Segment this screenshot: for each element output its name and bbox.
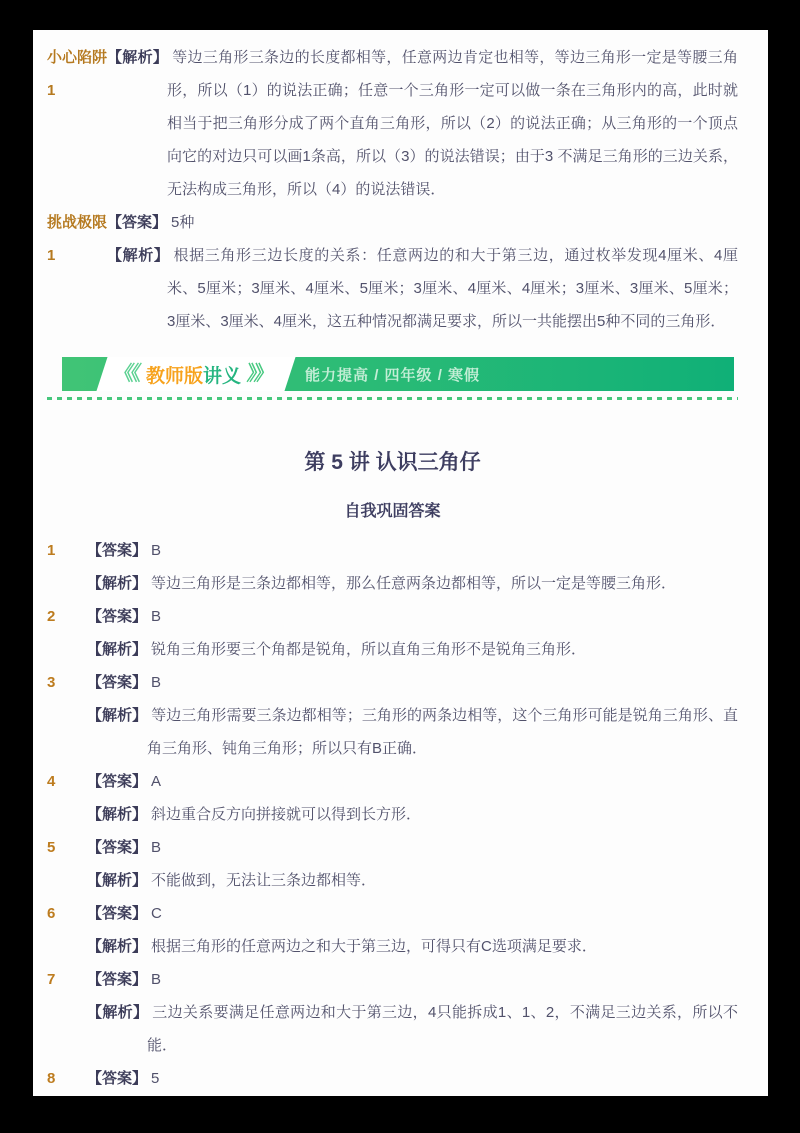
section-label: 挑战极限1 bbox=[47, 214, 108, 264]
analysis-entry: 【解析】 斜边重合反方向拼接就可以得到长方形． bbox=[87, 806, 422, 823]
entry-tag: 【答案】 bbox=[87, 1070, 148, 1087]
analysis-body bbox=[87, 699, 738, 765]
answer-body bbox=[87, 534, 738, 567]
analysis-body bbox=[87, 996, 738, 1062]
answer-number: 1 bbox=[47, 542, 56, 559]
lecture-subtitle: 自我巩固答案 bbox=[344, 503, 441, 520]
dashed-divider bbox=[47, 397, 738, 400]
analysis-entry: 【解析】 等边三角形是三条边都相等，那么任意两条边都相等，所以一定是等腰三角形． bbox=[87, 575, 677, 592]
answer-number: 7 bbox=[47, 971, 56, 988]
analysis-entry: 【解析】 三边关系要满足任意两边和大于第三边，4只能拆成1、1、2，不满足三边关系，所以不能． bbox=[87, 1004, 738, 1054]
analysis-entry: 【解析】 锐角三角形要三个角都是锐角，所以直角三角形不是锐角三角形． bbox=[87, 641, 587, 658]
answer-row bbox=[47, 534, 738, 567]
entry-tag: 【答案】 bbox=[87, 905, 148, 922]
section-label: 小心陷阱1 bbox=[47, 49, 108, 99]
analysis-body bbox=[87, 567, 738, 600]
answer-number: 6 bbox=[47, 905, 56, 922]
answer-number: 5 bbox=[47, 839, 56, 856]
analysis-row bbox=[47, 798, 738, 831]
answer-number: 8 bbox=[47, 1070, 56, 1087]
section-row bbox=[47, 41, 738, 206]
answer-entry: 【答案】 B bbox=[87, 674, 162, 691]
analysis-body bbox=[87, 930, 738, 963]
banner-course-info: 能力提高 / 四年级 / 寒假 bbox=[305, 366, 481, 384]
entry-tag: 【答案】 bbox=[87, 971, 148, 988]
answer-row bbox=[47, 897, 738, 930]
analysis-row bbox=[47, 864, 738, 897]
answer-entry: 【答案】 A bbox=[87, 773, 162, 790]
answer-entry: 【答案】 B bbox=[87, 608, 162, 625]
double-chevron-left-icon: 《《 bbox=[112, 363, 140, 385]
answer-row bbox=[47, 963, 738, 996]
entry-tag: 【解析】 bbox=[87, 641, 148, 658]
answer-body bbox=[87, 600, 738, 633]
answer-entry: 【答案】 B bbox=[87, 542, 162, 559]
teacher-banner bbox=[62, 357, 734, 391]
section-entry: 【解析】 等边三角形三条边的长度都相等，任意两边肯定也相等，等边三角形一定是等腰三角形，所以（1）的说法正确；任意一个三角形一定可以做一条在三角形内的高，此时就相当于把三角形分成了两个直角三角形，所以（2）的说法正确；从三角形的一个顶点向它的对边只可以画1条高，所以（3）的说法错误；由于3 不满足三角形的三边关系，无法构成三角形，所以（4）的说法错误． bbox=[107, 49, 738, 198]
banner-row bbox=[62, 357, 734, 391]
entry-tag: 【答案】 bbox=[87, 773, 148, 790]
banner-brand-handout: 讲义 bbox=[203, 365, 242, 387]
section-body bbox=[107, 206, 738, 338]
answer-body bbox=[87, 1062, 738, 1095]
lecture-title: 第 5 讲 认识三角仔 bbox=[304, 451, 481, 474]
answer-number: 3 bbox=[47, 674, 56, 691]
section-entry: 【答案】 5种 bbox=[107, 214, 195, 231]
analysis-row bbox=[47, 567, 738, 600]
entry-tag: 【解析】 bbox=[87, 872, 148, 889]
entry-tag: 【解析】 bbox=[107, 247, 170, 264]
banner-brand-teacher-edition: 教师版 bbox=[146, 365, 204, 387]
entry-tag: 【答案】 bbox=[87, 542, 148, 559]
analysis-entry: 【解析】 等边三角形需要三条边都相等；三角形的两条边相等，这个三角形可能是锐角三角形、直角三角形、钝角三角形；所以只有B正确． bbox=[87, 707, 738, 757]
analysis-row bbox=[47, 699, 738, 765]
answer-row bbox=[47, 1062, 738, 1095]
analysis-body bbox=[87, 633, 738, 666]
entry-tag: 【答案】 bbox=[87, 608, 148, 625]
sections bbox=[47, 41, 738, 338]
answer-entry: 【答案】 5 bbox=[87, 1070, 160, 1087]
answer-entry: 【答案】 B bbox=[87, 971, 162, 988]
section-row bbox=[47, 206, 738, 338]
answer-row bbox=[47, 666, 738, 699]
answer-entry: 【答案】 C bbox=[87, 905, 162, 922]
answers-list bbox=[47, 534, 738, 1095]
answer-row bbox=[47, 600, 738, 633]
answer-entry: 【答案】 B bbox=[87, 839, 162, 856]
analysis-row bbox=[47, 633, 738, 666]
section-body bbox=[107, 41, 738, 206]
entry-tag: 【答案】 bbox=[87, 674, 148, 691]
answer-row bbox=[47, 765, 738, 798]
answer-body bbox=[87, 897, 738, 930]
answer-body bbox=[87, 831, 738, 864]
analysis-row bbox=[47, 996, 738, 1062]
entry-tag: 【解析】 bbox=[87, 1004, 149, 1021]
entry-tag: 【解析】 bbox=[87, 938, 148, 955]
double-chevron-right-icon: 》》 bbox=[245, 363, 273, 385]
document-page bbox=[33, 30, 768, 1096]
entry-tag: 【解析】 bbox=[87, 707, 148, 724]
analysis-row bbox=[47, 930, 738, 963]
entry-tag: 【解析】 bbox=[87, 575, 148, 592]
entry-tag: 【解析】 bbox=[107, 49, 169, 66]
answer-body bbox=[87, 666, 738, 699]
entry-tag: 【答案】 bbox=[87, 839, 148, 856]
entry-tag: 【答案】 bbox=[107, 214, 168, 231]
answer-number: 4 bbox=[47, 773, 56, 790]
answer-body bbox=[87, 963, 738, 996]
analysis-body bbox=[87, 864, 738, 897]
answer-row bbox=[47, 831, 738, 864]
analysis-body bbox=[87, 798, 738, 831]
analysis-entry: 【解析】 不能做到，无法让三条边都相等． bbox=[87, 872, 377, 889]
entry-tag: 【解析】 bbox=[87, 806, 148, 823]
analysis-entry: 【解析】 根据三角形的任意两边之和大于第三边，可得只有C选项满足要求． bbox=[87, 938, 597, 955]
answer-number: 2 bbox=[47, 608, 56, 625]
answer-body bbox=[87, 765, 738, 798]
section-entry: 【解析】 根据三角形三边长度的关系：任意两边的和大于第三边，通过枚举发现4厘米、4厘米、5厘米；3厘米、4厘米、5厘米；3厘米、4厘米、4厘米；3厘米、3厘米、5厘米；3厘米、3厘米、4厘米，这五种情况都满足要求，所以一共能摆出5种不同的三角形． bbox=[107, 247, 738, 330]
